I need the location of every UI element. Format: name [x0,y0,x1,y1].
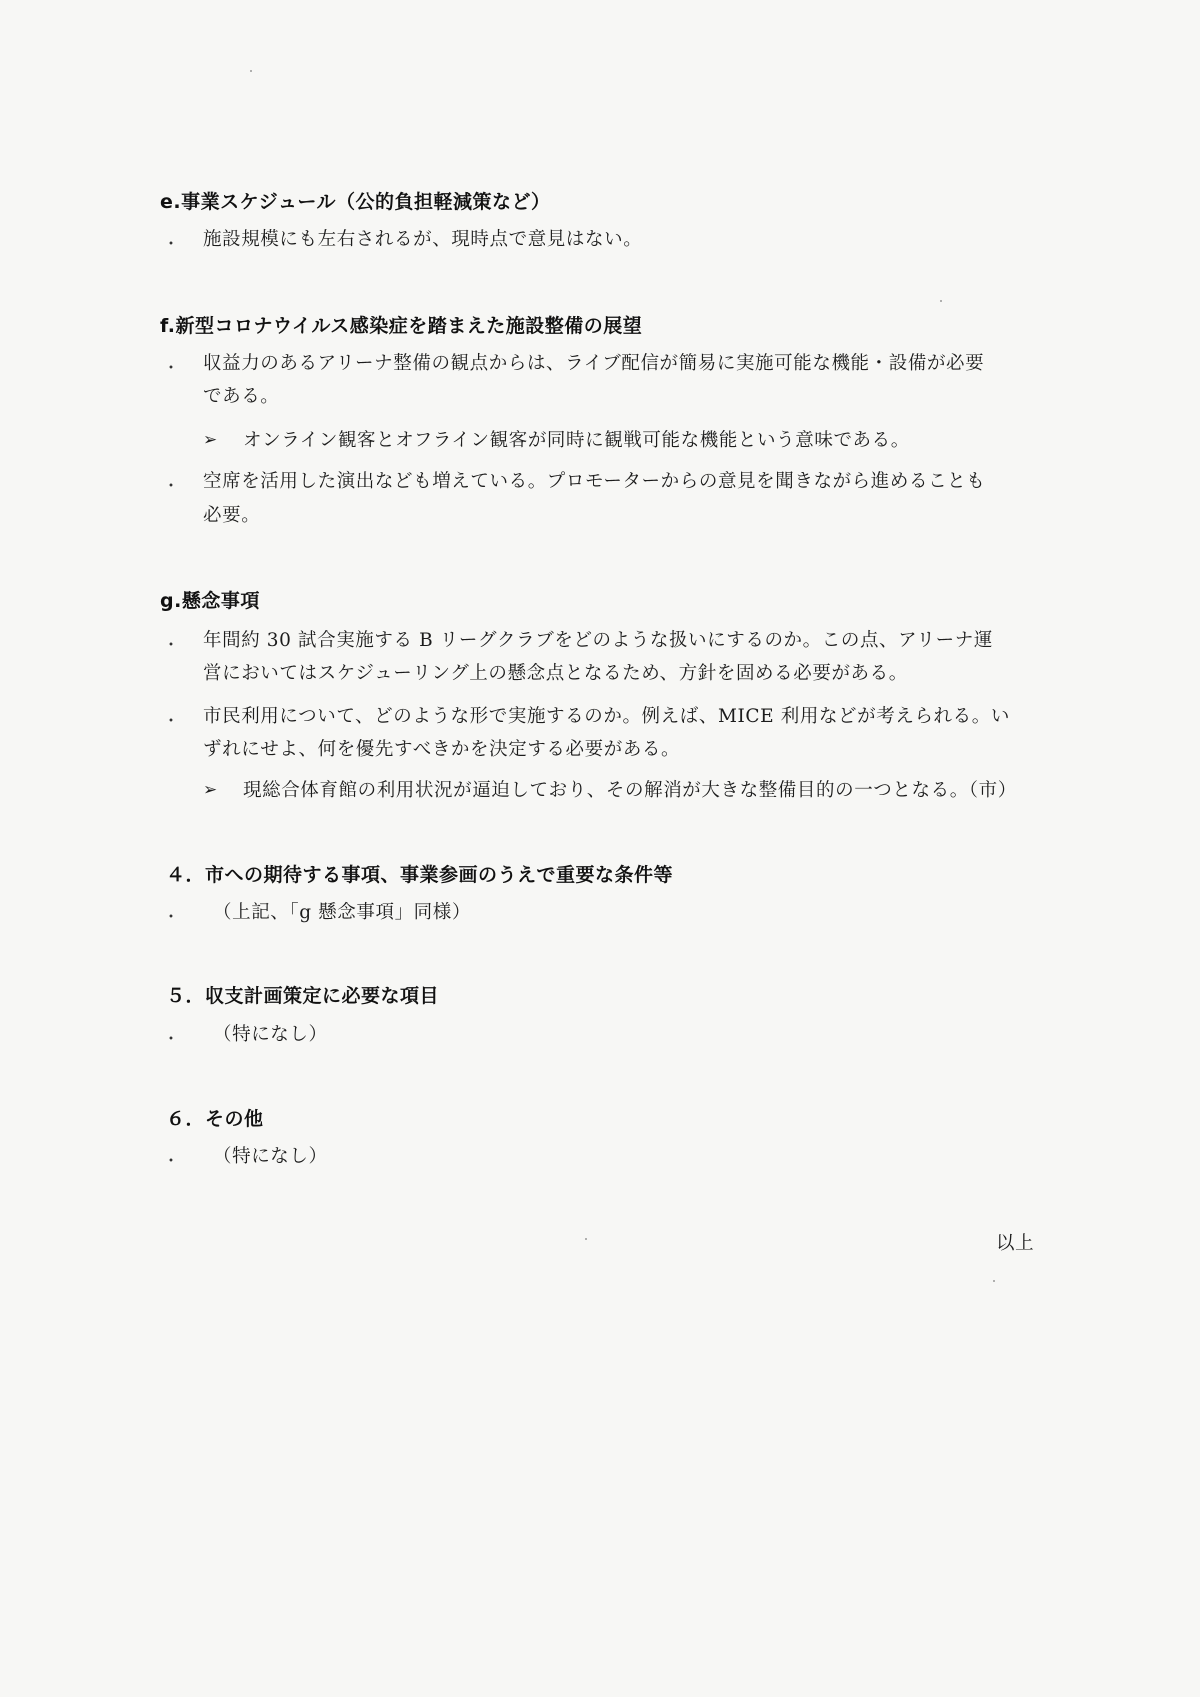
section-g-heading: g.懸念事項 [160,590,260,612]
bullet: ・ [163,1029,180,1048]
bullet: ・ [163,476,180,495]
section-g-item-2-line-2: ずれにせよ、何を優先すべきかを決定する必要がある。 [203,739,681,760]
section-f-sub-1: オンライン観客とオフライン観客が同時に観戦可能な機能という意味である。 [243,430,910,451]
scan-speck [993,1280,995,1282]
section-g-item-1-line-1: 年間約 30 試合実施する B リーグクラブをどのような扱いにするのか。この点、アリーナ運 [203,630,993,651]
arrow-icon: ➢ [203,430,218,450]
closing-text: 以上 [996,1233,1035,1254]
section-4-line-1: （上記、「g 懸念事項」同様） [213,902,471,923]
scan-speck [585,1238,587,1240]
section-g-item-2-line-1: 市民利用について、どのような形で実施するのか。例えば、MICE 利用などが考えられる。い [203,706,1010,727]
section-g-sub-1: 現総合体育館の利用状況が逼迫しており、その解消が大きな整備目的の一つとなる。（市） [243,780,1017,801]
arrow-icon: ➢ [203,780,218,800]
section-f-item-1-line-1: 収益力のあるアリーナ整備の観点からは、ライブ配信が簡易に実施可能な機能・設備が必要 [203,353,985,374]
section-6-line-1: （特になし） [213,1146,328,1167]
bullet: ・ [163,907,180,926]
section-f-item-2-line-1: 空席を活用した演出なども増えている。プロモーターからの意見を聞きながら進めることも [203,471,986,492]
section-g-item-1-line-2: 営においてはスケジューリング上の懸念点となるため、方針を固める必要がある。 [203,663,908,684]
section-f-item-2-line-2: 必要。 [203,505,261,526]
bullet: ・ [163,711,180,730]
scan-speck [250,70,252,72]
section-f-heading: f.新型コロナウイルス感染症を踏まえた施設整備の展望 [160,315,643,337]
bullet: ・ [163,358,180,377]
bullet: ・ [163,234,180,253]
section-e-line-1: 施設規模にも左右されるが、現時点で意見はない。 [203,229,643,250]
bullet: ・ [163,635,180,654]
bullet: ・ [163,1151,180,1170]
section-5-heading: ５．収支計画策定に必要な項目 [166,985,440,1007]
section-6-heading: ６．その他 [166,1108,264,1130]
section-5-line-1: （特になし） [213,1024,328,1045]
section-e-heading: e.事業スケジュール（公的負担軽減策など） [160,191,551,213]
section-4-heading: ４．市への期待する事項、事業参画のうえで重要な条件等 [166,864,674,886]
section-f-item-1-line-2: である。 [203,386,280,407]
scan-speck [940,300,942,302]
